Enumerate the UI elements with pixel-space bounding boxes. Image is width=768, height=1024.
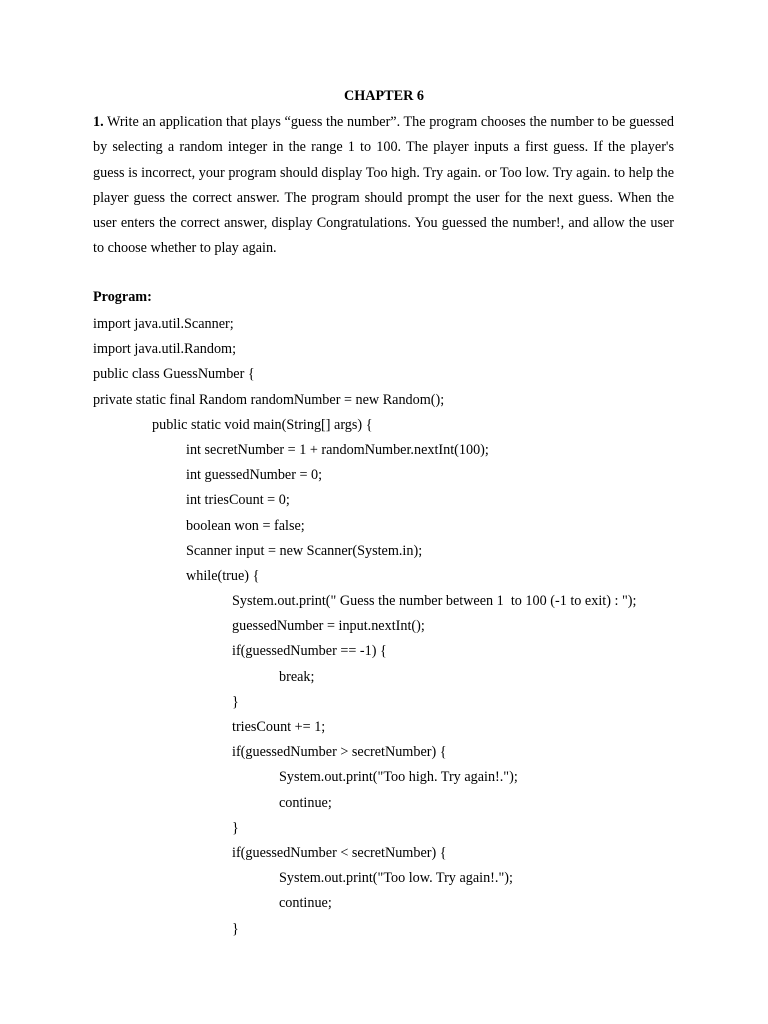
code-line: import java.util.Random;	[93, 341, 237, 358]
code-line: System.out.print("Too low. Try again!.");	[279, 870, 513, 887]
code-line: int secretNumber = 1 + randomNumber.nextInt(100);	[186, 441, 489, 458]
question-number: 1.	[93, 114, 104, 130]
code-line: continue;	[279, 895, 332, 912]
code-line: import java.util.Scanner;	[93, 316, 234, 332]
code-line: break;	[279, 668, 315, 685]
question-paragraph	[93, 110, 674, 262]
code-line: guessedNumber = input.nextInt();	[232, 618, 425, 635]
code-line: }	[232, 693, 239, 710]
code-line: }	[232, 920, 239, 937]
code-listing	[0, 312, 768, 942]
code-line: System.out.print(" Guess the number between 1 to 100 (-1 to exit) : ");	[232, 593, 637, 610]
code-line: }	[232, 819, 239, 836]
code-line: while(true) {	[186, 567, 260, 584]
code-line: continue;	[279, 794, 332, 811]
code-line: if(guessedNumber == -1) {	[232, 643, 387, 660]
code-line: public class GuessNumber {	[93, 366, 255, 383]
program-label: Program:	[93, 289, 152, 305]
code-line: System.out.print("Too high. Try again!.");	[279, 769, 518, 786]
chapter-title: CHAPTER 6	[343, 88, 424, 104]
code-line: int triesCount = 0;	[186, 492, 290, 509]
code-line: if(guessedNumber > secretNumber) {	[232, 744, 447, 761]
code-line: public static void main(String[] args) {	[152, 416, 373, 433]
code-line: int guessedNumber = 0;	[186, 467, 323, 484]
code-line: triesCount += 1;	[232, 719, 326, 735]
code-line: if(guessedNumber < secretNumber) {	[232, 844, 447, 861]
code-line: private static final Random randomNumber = new Random();	[93, 391, 445, 408]
code-line: boolean won = false;	[186, 517, 305, 534]
question-text: Write an application that plays “guess the number”. The program chooses the number to be guessed by selecting a random integer in the range 1 to 100. The player inputs a first guess. If the player's guess is incorrect, your program should display Too high. Try again. or Too low. Try again. to help the player guess the correct answer. The program should prompt the user for the next guess. When the user enters the correct answer, display Congratulations. You guessed the number!, and allow the user to choose whether to play again.	[93, 114, 674, 257]
code-line: Scanner input = new Scanner(System.in);	[186, 542, 423, 559]
